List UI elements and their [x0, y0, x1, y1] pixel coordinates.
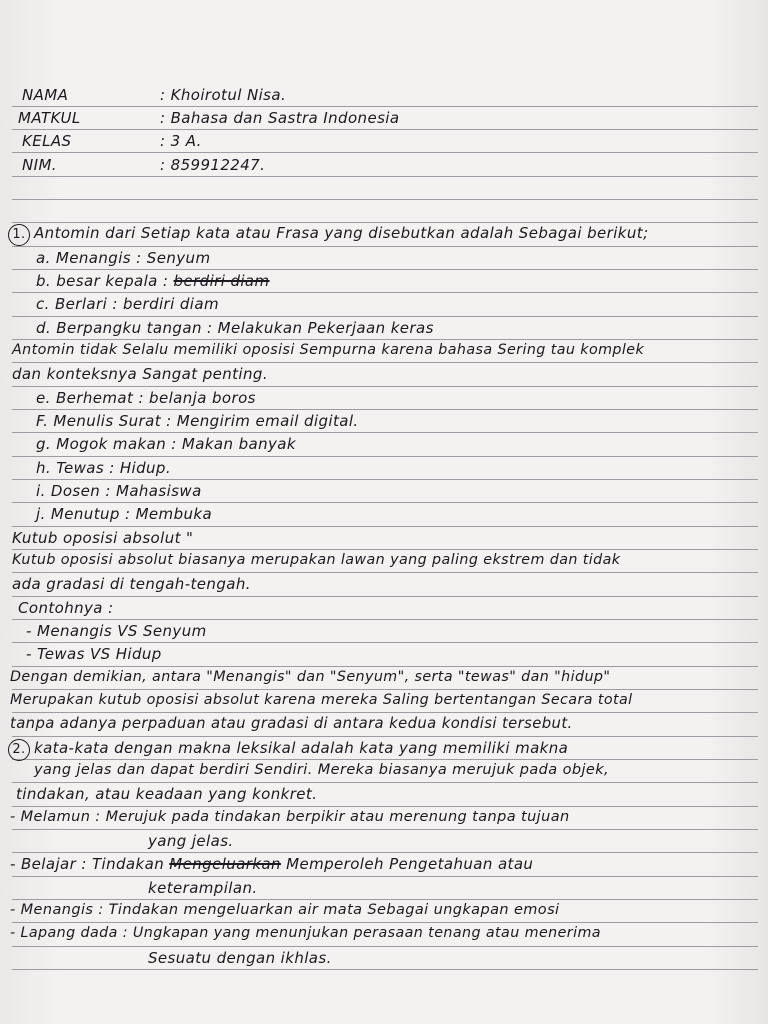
item-c: c. Berlari : berdiri diam [36, 295, 219, 313]
kelas-label: KELAS [22, 132, 72, 150]
melamun-line-1: - Melamun : Merujuk pada tindakan berpikir atau merenung tanpa tujuan [10, 809, 570, 825]
item-d: d. Berpangku tangan : Melakukan Pekerjaan keras [36, 319, 434, 337]
conclusion-line-1: Dengan demikian, antara "Menangis" dan "Senyum", serta "tewas" dan "hidup" [10, 669, 611, 685]
intro-text: kata-kata dengan makna leksikal adalah kata yang memiliki makna [34, 739, 569, 757]
belajar-line-2: keterampilan. [148, 879, 258, 897]
melamun-line-2: yang jelas. [148, 832, 234, 850]
kelas-value: : 3 A. [160, 132, 202, 150]
item-i: i. Dosen : Mahasiswa [36, 482, 202, 500]
item-j: j. Menutup : Membuka [36, 505, 213, 523]
nama-value: : Khoirotul Nisa. [160, 86, 287, 104]
struck-text: Mengeluarkan [169, 855, 281, 873]
menangis-line: - Menangis : Tindakan mengeluarkan air mata Sebagai ungkapan emosi [10, 902, 560, 918]
conclusion-line-3: tanpa adanya perpaduan atau gradasi di antara kedua kondisi tersebut. [10, 715, 573, 732]
contoh-label: Contohnya : [18, 599, 114, 617]
nama-label: NAMA [22, 86, 69, 104]
item-b-text: b. besar kepala : [36, 272, 169, 290]
example-2: - Tewas VS Hidup [26, 645, 162, 663]
nim-value: : 859912247. [160, 156, 266, 174]
ruled-line [12, 689, 758, 690]
lapang-line-1: - Lapang dada : Ungkapan yang menunjukan perasaan tenang atau menerima [10, 925, 601, 941]
question-2-intro [8, 739, 568, 761]
question-number: 1. [8, 224, 30, 246]
ruled-line [12, 269, 758, 270]
matkul-value: : Bahasa dan Sastra Indonesia [160, 109, 400, 127]
ruled-line [12, 666, 758, 667]
ruled-line [12, 549, 758, 550]
matkul-label: MATKUL [18, 109, 81, 127]
kutub-title: Kutub oposisi absolut " [12, 529, 194, 547]
ruled-line [12, 946, 758, 947]
ruled-line [12, 339, 758, 340]
ruled-line [12, 596, 758, 597]
ruled-line [12, 106, 758, 107]
ruled-line [12, 362, 758, 363]
ruled-line [12, 806, 758, 807]
ruled-line [12, 526, 758, 527]
ruled-line [12, 642, 758, 643]
ruled-line [12, 409, 758, 410]
ruled-line [12, 876, 758, 877]
question-number: 2. [8, 739, 30, 761]
ruled-line [12, 619, 758, 620]
ruled-line [12, 922, 758, 923]
ruled-line [12, 572, 758, 573]
ruled-line [12, 479, 758, 480]
ruled-line [12, 712, 758, 713]
belajar-line-1 [10, 855, 533, 873]
item-f: F. Menulis Surat : Mengirim email digital. [36, 412, 359, 430]
belajar-text-end: Memperoleh Pengetahuan atau [280, 855, 534, 873]
q2-intro-line-2: yang jelas dan dapat berdiri Sendiri. Mereka biasanya merujuk pada objek, [34, 762, 610, 778]
item-e: e. Berhemat : belanja boros [36, 389, 256, 407]
note-line-2: dan konteksnya Sangat penting. [12, 365, 268, 383]
ruled-line [12, 199, 758, 200]
belajar-text: - Belajar : Tindakan [10, 855, 165, 873]
ruled-line [12, 176, 758, 177]
ruled-line [12, 829, 758, 830]
ruled-line [12, 852, 758, 853]
ruled-line [12, 316, 758, 317]
kutub-line-2: ada gradasi di tengah-tengah. [12, 575, 251, 593]
ruled-line [12, 899, 758, 900]
conclusion-line-2: Merupakan kutub oposisi absolut karena mereka Saling bertentangan Secara total [10, 692, 633, 708]
q2-intro-line-3: tindakan, atau keadaan yang konkret. [16, 785, 318, 803]
item-g: g. Mogok makan : Makan banyak [36, 435, 296, 453]
ruled-line [12, 502, 758, 503]
struck-text: berdiri diam [173, 272, 270, 290]
ruled-line [12, 246, 758, 247]
kutub-line-1: Kutub oposisi absolut biasanya merupakan lawan yang paling ekstrem dan tidak [12, 552, 621, 568]
ruled-line [12, 432, 758, 433]
ruled-line [12, 456, 758, 457]
ruled-line [12, 129, 758, 130]
ruled-line [12, 386, 758, 387]
item-a: a. Menangis : Senyum [36, 249, 211, 267]
ruled-line [12, 292, 758, 293]
ruled-line [12, 736, 758, 737]
note-line-1: Antomin tidak Selalu memiliki oposisi Sempurna karena bahasa Sering tau komplek [12, 342, 645, 358]
lapang-line-2: Sesuatu dengan ikhlas. [148, 949, 332, 967]
example-1: - Menangis VS Senyum [26, 622, 207, 640]
intro-text: Antomin dari Setiap kata atau Frasa yang disebutkan adalah Sebagai berikut; [34, 224, 649, 242]
ruled-line [12, 969, 758, 970]
item-h: h. Tewas : Hidup. [36, 459, 172, 477]
ruled-line [12, 152, 758, 153]
item-b [36, 272, 270, 290]
nim-label: NIM. [22, 156, 57, 174]
question-1-intro [8, 224, 649, 246]
ruled-line [12, 782, 758, 783]
ruled-line [12, 222, 758, 223]
